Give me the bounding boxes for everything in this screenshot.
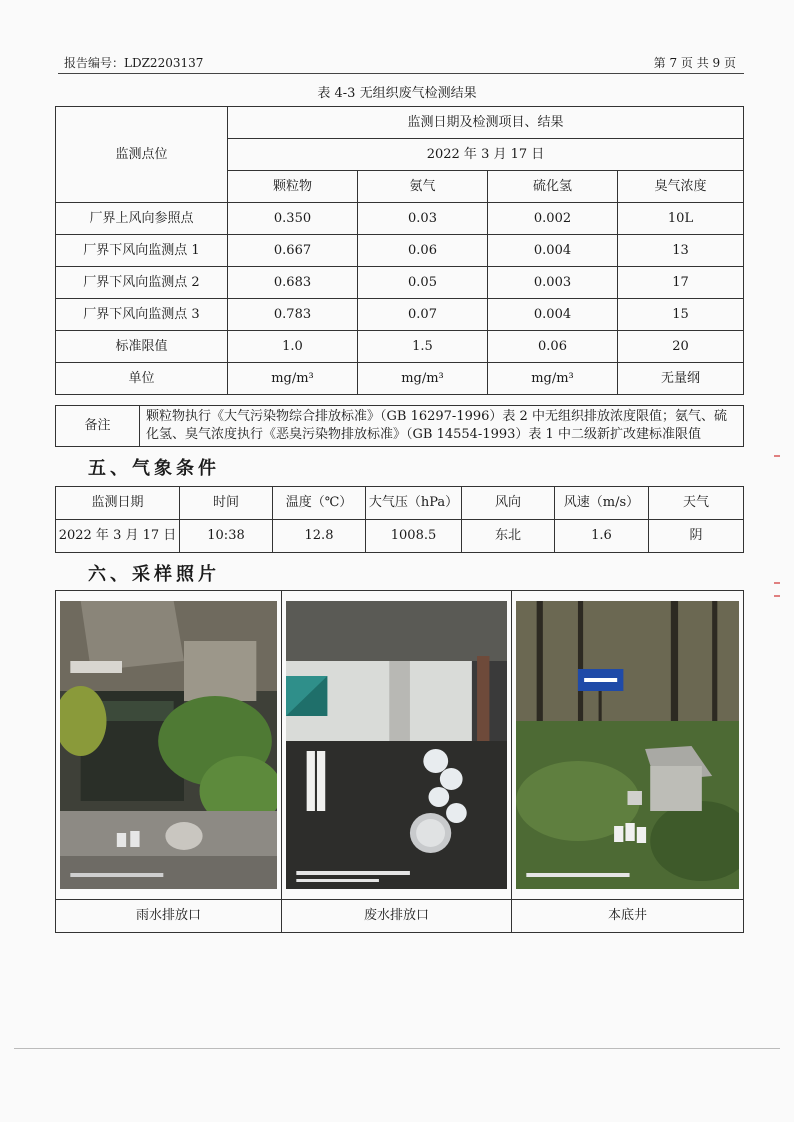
table-row bbox=[56, 235, 744, 267]
cell-value: 1.0 bbox=[228, 331, 358, 363]
cell-value: 0.350 bbox=[228, 203, 358, 235]
weather-table bbox=[55, 486, 744, 553]
header-divider bbox=[58, 73, 744, 74]
page-indicator: 第 7 页 共 9 页 bbox=[653, 56, 736, 70]
table-row bbox=[56, 203, 744, 235]
cell-value: 0.03 bbox=[358, 203, 488, 235]
note-text: 颗粒物执行《大气污染物综合排放标准》（GB 16297-1996）表 2 中无组织排放浓度限值；氨气、硫化氢、臭气浓度执行《恶臭污染物排放标准》（GB 14554-1993）表 1 中二级新扩改建标准限值 bbox=[140, 406, 744, 447]
weather-cell: 2022 年 3 月 17 日 bbox=[56, 520, 180, 553]
header-item: 氨气 bbox=[358, 171, 488, 203]
weather-cell: 12.8 bbox=[273, 520, 366, 553]
unit-row bbox=[56, 363, 744, 395]
photo-cell bbox=[56, 591, 282, 900]
weather-header: 风速（m/s） bbox=[555, 487, 649, 520]
weather-cell: 10:38 bbox=[180, 520, 273, 553]
cell-value: 13 bbox=[618, 235, 744, 267]
weather-header: 天气 bbox=[649, 487, 744, 520]
weather-cell: 1008.5 bbox=[366, 520, 462, 553]
rain-outlet-photo-icon bbox=[60, 601, 277, 889]
cell-value: 0.06 bbox=[358, 235, 488, 267]
cell-value: 0.004 bbox=[488, 235, 618, 267]
row-point: 厂界下风向监测点 2 bbox=[56, 267, 228, 299]
cell-value: 0.004 bbox=[488, 299, 618, 331]
row-point: 厂界上风向参照点 bbox=[56, 203, 228, 235]
cell-value: 0.683 bbox=[228, 267, 358, 299]
photo-table bbox=[55, 590, 744, 933]
photo-cell bbox=[282, 591, 512, 900]
row-point: 厂界下风向监测点 3 bbox=[56, 299, 228, 331]
scan-edge-line bbox=[14, 1048, 780, 1049]
weather-header: 温度（℃） bbox=[273, 487, 366, 520]
unit-value: 无量纲 bbox=[618, 363, 744, 395]
emission-results-table bbox=[55, 106, 744, 395]
remarks-table bbox=[55, 405, 744, 447]
row-point: 厂界下风向监测点 1 bbox=[56, 235, 228, 267]
cell-value: 0.05 bbox=[358, 267, 488, 299]
photo-caption: 雨水排放口 bbox=[56, 900, 282, 933]
weather-header: 风向 bbox=[462, 487, 555, 520]
cell-value: 1.5 bbox=[358, 331, 488, 363]
note-label: 备注 bbox=[56, 406, 140, 447]
wastewater-outlet-photo-icon bbox=[286, 601, 507, 889]
header-item: 臭气浓度 bbox=[618, 171, 744, 203]
weather-header-row bbox=[56, 487, 744, 520]
section-weather-title: 五、气象条件 bbox=[88, 458, 220, 479]
weather-cell: 东北 bbox=[462, 520, 555, 553]
unit-value: mg/m³ bbox=[358, 363, 488, 395]
header-item: 颗粒物 bbox=[228, 171, 358, 203]
cell-value: 0.002 bbox=[488, 203, 618, 235]
cell-value: 0.667 bbox=[228, 235, 358, 267]
cell-value: 10L bbox=[618, 203, 744, 235]
cell-value: 0.06 bbox=[488, 331, 618, 363]
row-point: 标准限值 bbox=[56, 331, 228, 363]
unit-value: mg/m³ bbox=[228, 363, 358, 395]
unit-value: mg/m³ bbox=[488, 363, 618, 395]
weather-header: 监测日期 bbox=[56, 487, 180, 520]
weather-cell: 阴 bbox=[649, 520, 744, 553]
photo-cell bbox=[512, 591, 744, 900]
scan-mark bbox=[774, 582, 780, 584]
weather-data-row bbox=[56, 520, 744, 553]
background-well-photo-icon bbox=[516, 601, 739, 889]
cell-value: 0.783 bbox=[228, 299, 358, 331]
table-row bbox=[56, 267, 744, 299]
photo-caption: 废水排放口 bbox=[282, 900, 512, 933]
cell-value: 17 bbox=[618, 267, 744, 299]
cell-value: 15 bbox=[618, 299, 744, 331]
table-caption: 表 4-3 无组织废气检测结果 bbox=[317, 86, 477, 101]
unit-label: 单位 bbox=[56, 363, 228, 395]
header-group: 监测日期及检测项目、结果 bbox=[228, 107, 744, 139]
cell-value: 0.07 bbox=[358, 299, 488, 331]
table-row bbox=[56, 331, 744, 363]
weather-header: 大气压（hPa） bbox=[366, 487, 462, 520]
table-row bbox=[56, 299, 744, 331]
weather-header: 时间 bbox=[180, 487, 273, 520]
header-date: 2022 年 3 月 17 日 bbox=[228, 139, 744, 171]
scan-mark bbox=[774, 455, 780, 457]
header-item: 硫化氢 bbox=[488, 171, 618, 203]
header-point: 监测点位 bbox=[56, 107, 228, 203]
photo-caption: 本底井 bbox=[512, 900, 744, 933]
weather-cell: 1.6 bbox=[555, 520, 649, 553]
section-photos-title: 六、采样照片 bbox=[88, 564, 220, 585]
cell-value: 0.003 bbox=[488, 267, 618, 299]
cell-value: 20 bbox=[618, 331, 744, 363]
report-number: 报告编号：LDZ2203137 bbox=[64, 56, 204, 70]
scan-mark bbox=[774, 595, 780, 597]
